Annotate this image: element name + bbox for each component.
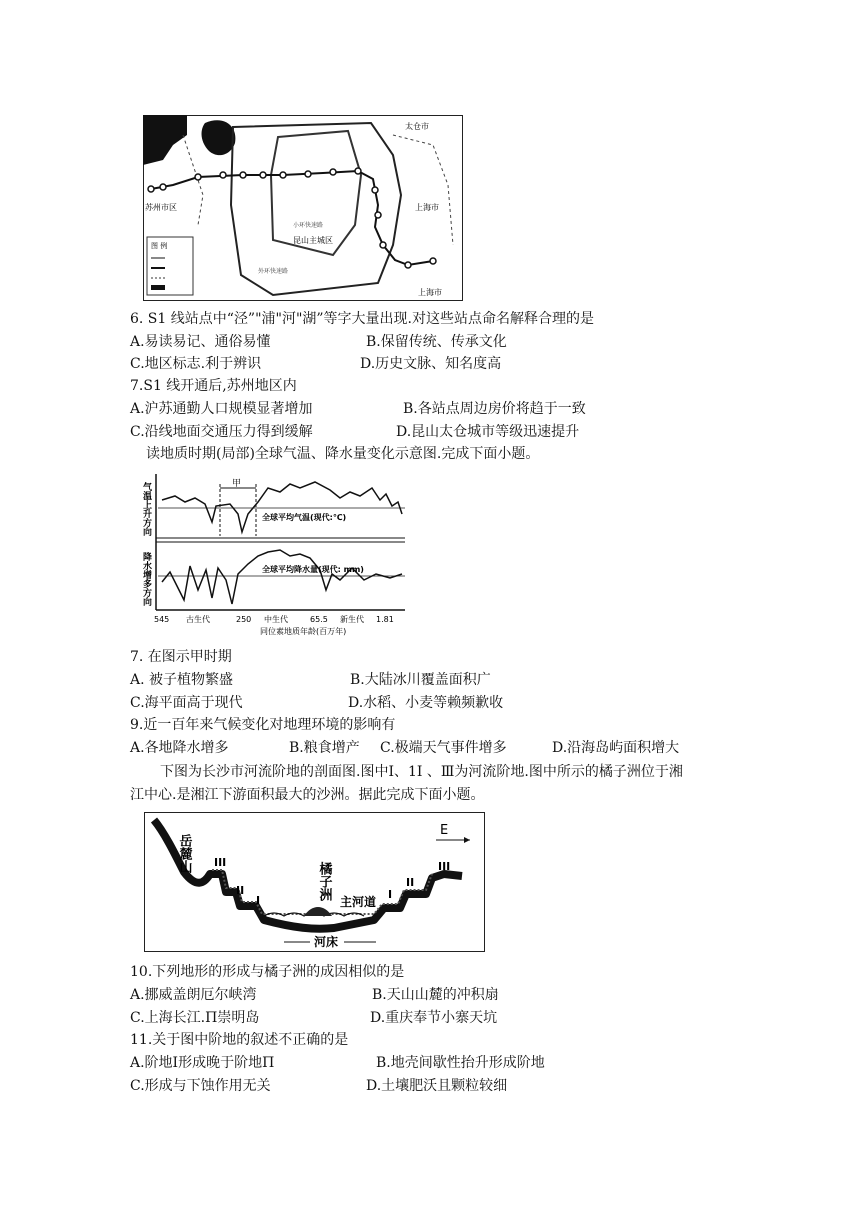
river-terrace-ii-right: II bbox=[406, 876, 415, 889]
climate-tick: 545 bbox=[154, 615, 170, 624]
river-label-main-channel: 主河道 bbox=[340, 895, 377, 909]
q9-option-a: A.各地降水增多 bbox=[130, 740, 229, 756]
q11-stem: 11.关于图中阶地的叙述不正确的是 bbox=[130, 1032, 349, 1048]
q7a-option-b: B.各站点周边房价将趋于一致 bbox=[403, 401, 586, 417]
q7a-option-d: D.昆山太仓城市等级迅速提升 bbox=[396, 424, 580, 440]
q6-option-b: B.保留传统、传承文化 bbox=[366, 334, 507, 350]
q7b-option-c: C.海平面高于现代 bbox=[130, 695, 243, 711]
climate-tick: 1.81 bbox=[376, 615, 394, 624]
climate-ylabel-top: 气温上升方向 bbox=[141, 482, 151, 536]
climate-temp-label: 全球平均气温(现代:℃) bbox=[262, 513, 347, 522]
river-terrace-ii-left: II bbox=[236, 884, 245, 897]
q11-option-d: D.土壤肥沃且颗粒较细 bbox=[366, 1078, 508, 1094]
map-label-kunshan: 昆山主城区 bbox=[293, 236, 333, 245]
intro-river-2: 江中心.是湘江下游面积最大的沙洲。据此完成下面小题。 bbox=[130, 787, 485, 803]
q10-option-a: A.挪威盖朗厄尔峡湾 bbox=[130, 987, 257, 1003]
q11-option-c: C.形成与下蚀作用无关 bbox=[130, 1078, 271, 1094]
river-terrace-i-left: I bbox=[256, 894, 261, 907]
climate-xlabel: 同位素地质年龄(百万年) bbox=[260, 627, 347, 636]
climate-tick: 中生代 bbox=[264, 615, 288, 624]
s1-line-map bbox=[143, 115, 463, 301]
q10-option-d: D.重庆奉节小寨天坑 bbox=[370, 1010, 498, 1026]
intro-climate: 读地质时期(局部)全球气温、降水量变化示意图.完成下面小题。 bbox=[146, 446, 540, 462]
q9-option-b: B.粮食增产 bbox=[289, 740, 360, 756]
map-label-shanghai: 上海市 bbox=[415, 203, 439, 212]
river-terrace-iii-right: III bbox=[438, 860, 451, 873]
q7b-option-d: D.水稻、小麦等赖频歉收 bbox=[348, 695, 504, 711]
map-label-waihuan: 外环快速路 bbox=[258, 268, 289, 275]
map-label-taicang: 太仓市 bbox=[405, 122, 429, 131]
river-label-riverbed: 河床 bbox=[314, 935, 339, 949]
q10-stem: 10.下列地形的形成与橘子洲的成因相似的是 bbox=[130, 964, 405, 980]
climate-tick: 65.5 bbox=[310, 615, 328, 624]
q7b-option-a: A. 被子植物繁盛 bbox=[130, 672, 234, 688]
river-label-east: E bbox=[440, 823, 449, 838]
climate-tick: 新生代 bbox=[340, 615, 364, 624]
q7b-stem: 7. 在图示甲时期 bbox=[130, 649, 232, 665]
q11-option-b: B.地壳间歇性抬升形成阶地 bbox=[376, 1055, 545, 1071]
climate-tick: 古生代 bbox=[186, 615, 210, 624]
river-terrace-i-right: I bbox=[388, 888, 393, 901]
map-label-xiaohuan: 小环快速路 bbox=[293, 222, 324, 229]
q10-option-b: B.天山山麓的冲积扇 bbox=[372, 987, 499, 1003]
map-label-suzhou: 苏州市区 bbox=[145, 203, 177, 212]
river-label-juzizhou: 橘子洲 bbox=[316, 862, 332, 901]
q9-stem: 9.近一百年来气候变化对地理环境的影响有 bbox=[130, 717, 396, 733]
intro-river-1: 下图为长沙市河流阶地的剖面图.图中Ⅰ、1I 、Ⅲ为河流阶地.图中所示的橘子洲位于湘 bbox=[160, 764, 683, 780]
river-label-yuelu: 岳麓山 bbox=[176, 834, 192, 873]
climate-ylabel-bottom: 降水增多方向 bbox=[141, 552, 151, 606]
q11-option-a: A.阶地Ⅰ形成晚于阶地Π bbox=[130, 1055, 275, 1071]
climate-tick: 250 bbox=[236, 615, 252, 624]
q9-option-d: D.沿海岛屿面积增大 bbox=[552, 740, 680, 756]
q6-option-d: D.历史文脉、知名度高 bbox=[360, 356, 502, 372]
q7a-option-c: C.沿线地面交通压力得到缓解 bbox=[130, 424, 313, 440]
q7b-option-b: B.大陆冰川覆盖面积广 bbox=[350, 672, 491, 688]
climate-period-jia: 甲 bbox=[232, 479, 242, 489]
q9-option-c: C.极端天气事件增多 bbox=[380, 740, 507, 756]
q6-option-a: A.易读易记、通俗易懂 bbox=[130, 334, 271, 350]
map-label-shanghai-2: 上海市 bbox=[418, 288, 442, 297]
q10-option-c: C.上海长江.Π崇明岛 bbox=[130, 1010, 260, 1026]
climate-chart bbox=[140, 470, 412, 640]
map-legend-title: 图 例 bbox=[151, 242, 168, 250]
river-terrace-figure bbox=[144, 812, 485, 952]
climate-precip-label: 全球平均降水量(现代: mm) bbox=[262, 565, 364, 574]
q7a-stem: 7.S1 线开通后,苏州地区内 bbox=[130, 378, 297, 394]
river-terrace-iii-left: III bbox=[214, 856, 227, 869]
q6-stem: 6. S1 线站点中“泾”"浦"河"湖”等字大量出现.对这些站点命名解释合理的是 bbox=[130, 311, 594, 327]
q6-option-c: C.地区标志.利于辨识 bbox=[130, 356, 262, 372]
q7a-option-a: A.沪苏通勤人口规模显著增加 bbox=[130, 401, 313, 417]
